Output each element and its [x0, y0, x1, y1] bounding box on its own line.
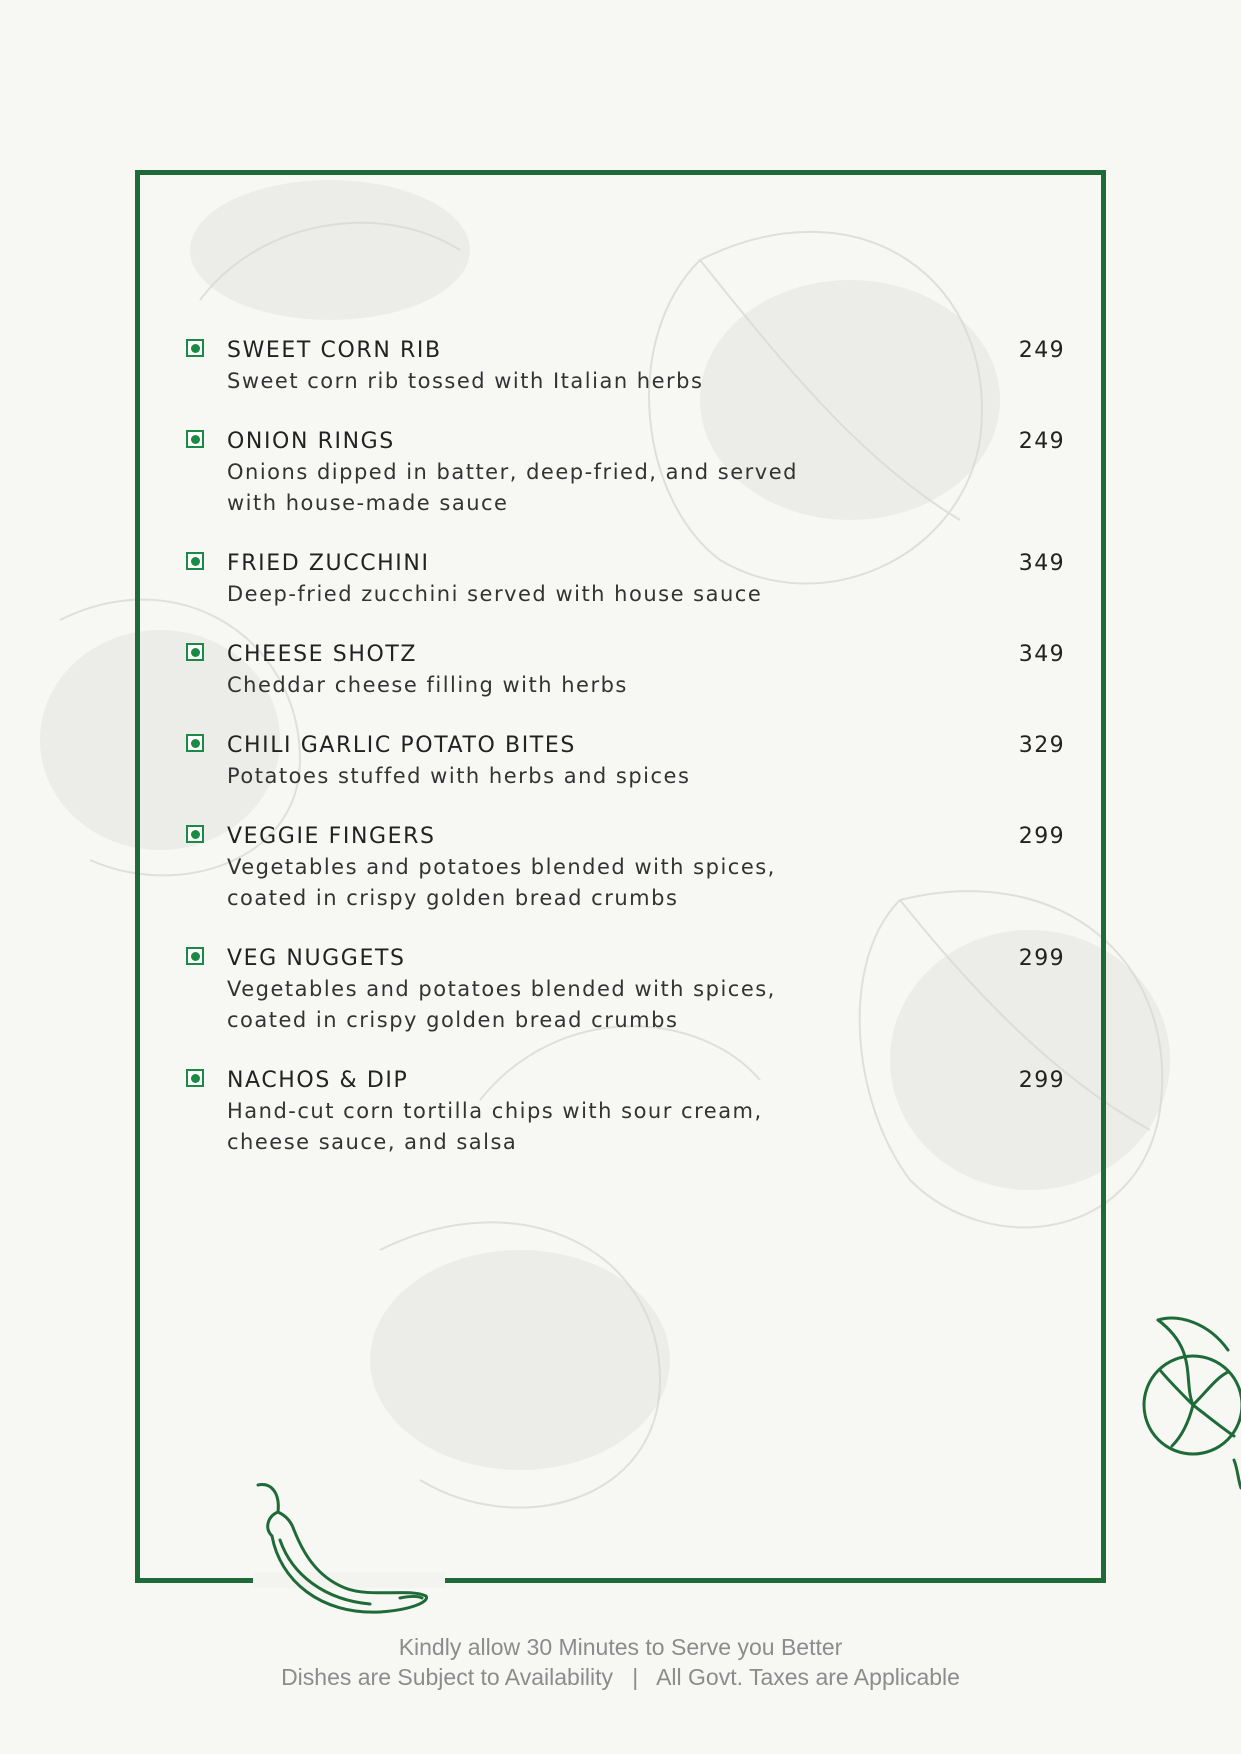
menu-item — [186, 731, 1071, 792]
veg-indicator-icon — [186, 552, 204, 570]
item-name: ONION RINGS — [227, 429, 395, 454]
item-name: CHILI GARLIC POTATO BITES — [227, 733, 576, 758]
item-price: 299 — [1018, 946, 1065, 971]
item-price: 299 — [1018, 1068, 1065, 1093]
item-description: Hand-cut corn tortilla chips with sour cream, cheese sauce, and salsa — [227, 1099, 763, 1154]
menu-item — [186, 822, 1071, 914]
item-price: 249 — [1018, 429, 1065, 454]
veg-indicator-icon — [186, 734, 204, 752]
veg-indicator-icon — [186, 643, 204, 661]
footer-line-serving-time: Kindly allow 30 Minutes to Serve you Better — [398, 1634, 843, 1660]
tomato-illustration — [1138, 1310, 1241, 1490]
menu-item — [186, 427, 1071, 519]
item-description: Cheddar cheese filling with herbs — [227, 673, 628, 697]
menu-item — [186, 549, 1071, 610]
item-price: 349 — [1018, 642, 1065, 667]
veg-indicator-icon — [186, 430, 204, 448]
item-description: Vegetables and potatoes blended with spices, coated in crispy golden bread crumbs — [227, 977, 776, 1032]
menu-list — [186, 336, 1071, 1188]
footer-line-availability: Dishes are Subject to Availability | All Govt. Taxes are Applicable — [281, 1664, 960, 1690]
item-description: Deep-fried zucchini served with house sauce — [227, 582, 763, 606]
item-description: Onions dipped in batter, deep-fried, and served with house-made sauce — [227, 460, 798, 515]
veg-indicator-icon — [186, 339, 204, 357]
item-price: 299 — [1018, 824, 1065, 849]
veg-indicator-icon — [186, 825, 204, 843]
item-price: 349 — [1018, 551, 1065, 576]
veg-indicator-icon — [186, 947, 204, 965]
item-name: VEG NUGGETS — [227, 946, 406, 971]
veg-indicator-icon — [186, 1069, 204, 1087]
item-description: Vegetables and potatoes blended with spices, coated in crispy golden bread crumbs — [227, 855, 776, 910]
item-price: 329 — [1018, 733, 1065, 758]
menu-item — [186, 1066, 1071, 1158]
menu-item — [186, 944, 1071, 1036]
item-name: FRIED ZUCCHINI — [227, 551, 430, 576]
footer-notice — [0, 1632, 1241, 1692]
item-name: VEGGIE FINGERS — [227, 824, 436, 849]
item-price: 249 — [1018, 338, 1065, 363]
item-name: SWEET CORN RIB — [227, 338, 442, 363]
item-description: Sweet corn rib tossed with Italian herbs — [227, 369, 704, 393]
chili-illustration — [250, 1480, 440, 1630]
menu-item — [186, 336, 1071, 397]
item-description: Potatoes stuffed with herbs and spices — [227, 764, 691, 788]
menu-item — [186, 640, 1071, 701]
item-name: CHEESE SHOTZ — [227, 642, 418, 667]
item-name: NACHOS & DIP — [227, 1068, 409, 1093]
